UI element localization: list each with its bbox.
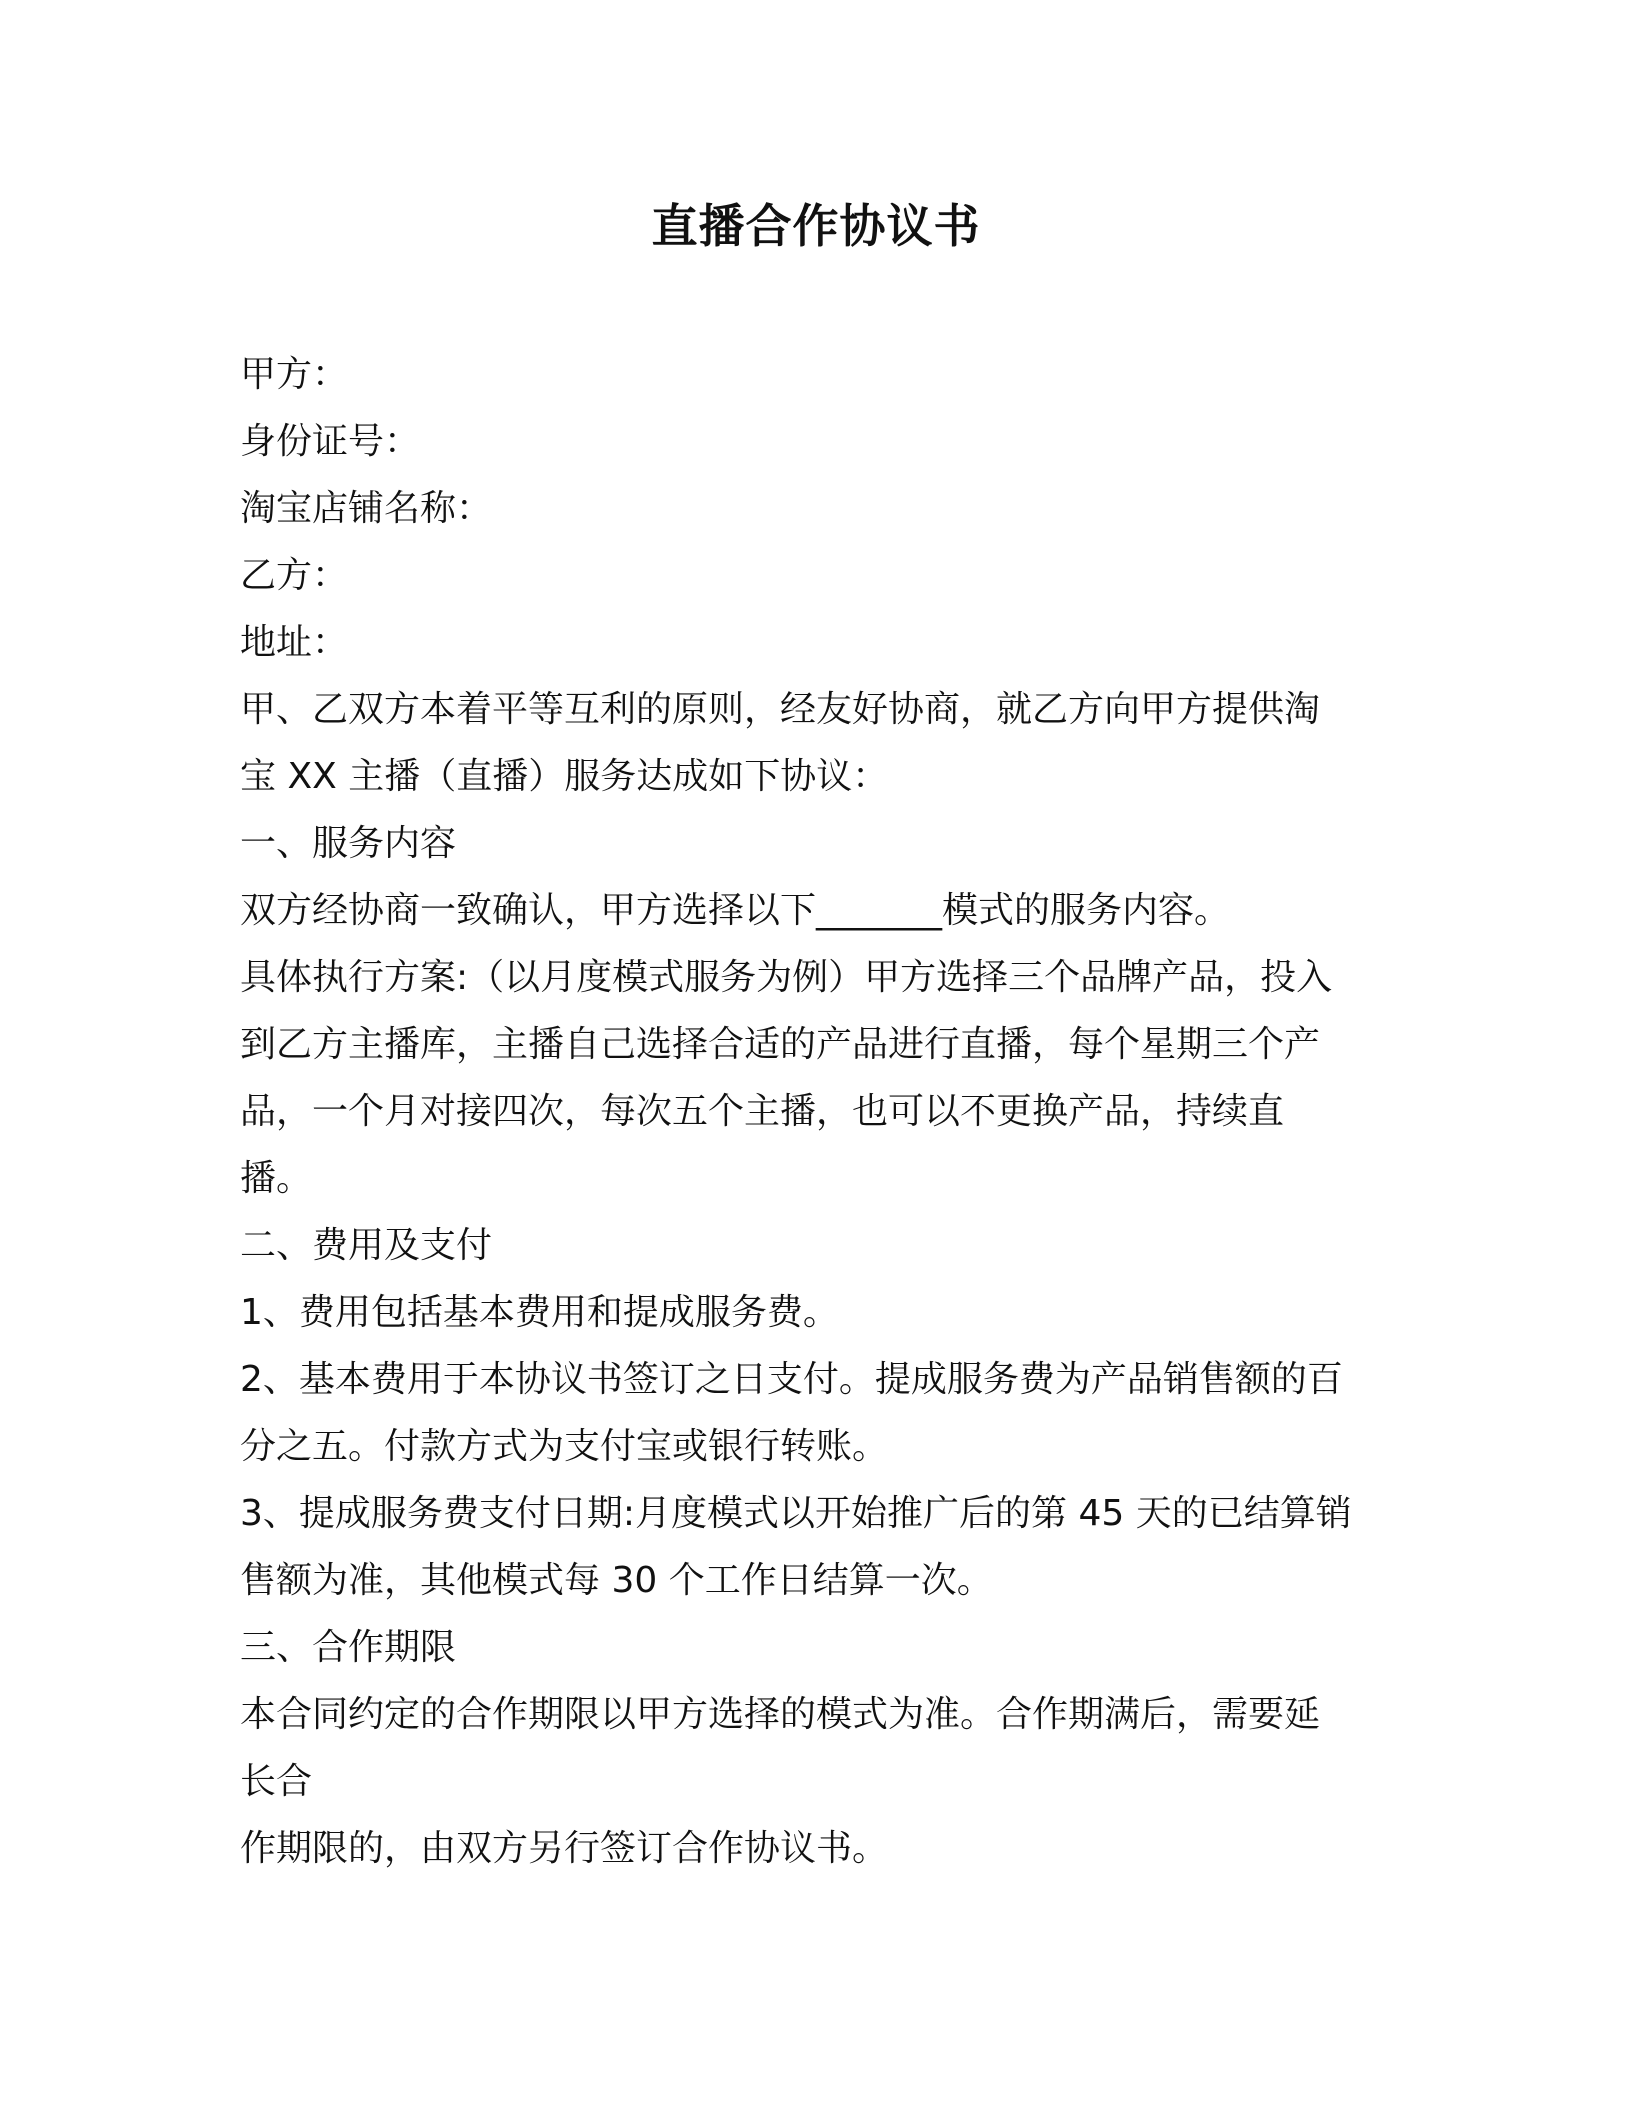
- execution-plan-line-1: 具体执行方案:（以月度模式服务为例）甲方选择三个品牌产品，投入: [240, 957, 1333, 998]
- taobao-shop-name-label: 淘宝店铺名称：: [240, 488, 493, 529]
- execution-plan-line-3: 品，一个月对接四次，每次五个主播，也可以不更换产品，持续直: [240, 1091, 1285, 1132]
- fee-item-1: 1、费用包括基本费用和提成服务费。: [240, 1292, 839, 1333]
- term-line-2: 长合: [240, 1761, 313, 1802]
- section-2-heading: 二、费用及支付: [240, 1225, 493, 1266]
- party-b-label: 乙方：: [240, 555, 349, 596]
- preamble-line-2: 宝 XX 主播（直播）服务达成如下协议：: [240, 756, 889, 797]
- section-3-heading: 三、合作期限: [240, 1627, 457, 1668]
- id-number-label: 身份证号：: [240, 421, 421, 462]
- fee-item-2-line-2: 分之五。付款方式为支付宝或银行转账。: [240, 1426, 889, 1467]
- fee-item-3-line-2: 售额为准，其他模式每 30 个工作日结算一次。: [240, 1560, 993, 1601]
- execution-plan-line-4: 播。: [240, 1158, 313, 1199]
- document-title: 直播合作协议书: [651, 199, 981, 253]
- section-1-heading: 一、服务内容: [240, 823, 457, 864]
- preamble-line-1: 甲、乙双方本着平等互利的原则，经友好协商，就乙方向甲方提供淘: [240, 689, 1321, 730]
- fee-item-2-line-1: 2、基本费用于本协议书签订之日支付。提成服务费为产品销售额的百: [240, 1359, 1343, 1400]
- term-line-3: 作期限的，由双方另行签订合作协议书。: [240, 1828, 889, 1869]
- party-a-label: 甲方：: [240, 354, 349, 395]
- execution-plan-line-2: 到乙方主播库，主播自己选择合适的产品进行直播，每个星期三个产: [240, 1024, 1321, 1065]
- term-line-1: 本合同约定的合作期限以甲方选择的模式为准。合作期满后，需要延: [240, 1694, 1321, 1735]
- address-label: 地址：: [240, 622, 349, 663]
- service-mode-line: 双方经协商一致确认，甲方选择以下_______模式的服务内容。: [240, 890, 1231, 931]
- document-body: [240, 341, 1400, 1882]
- fee-item-3-line-1: 3、提成服务费支付日期:月度模式以开始推广后的第 45 天的已结算销: [240, 1493, 1352, 1534]
